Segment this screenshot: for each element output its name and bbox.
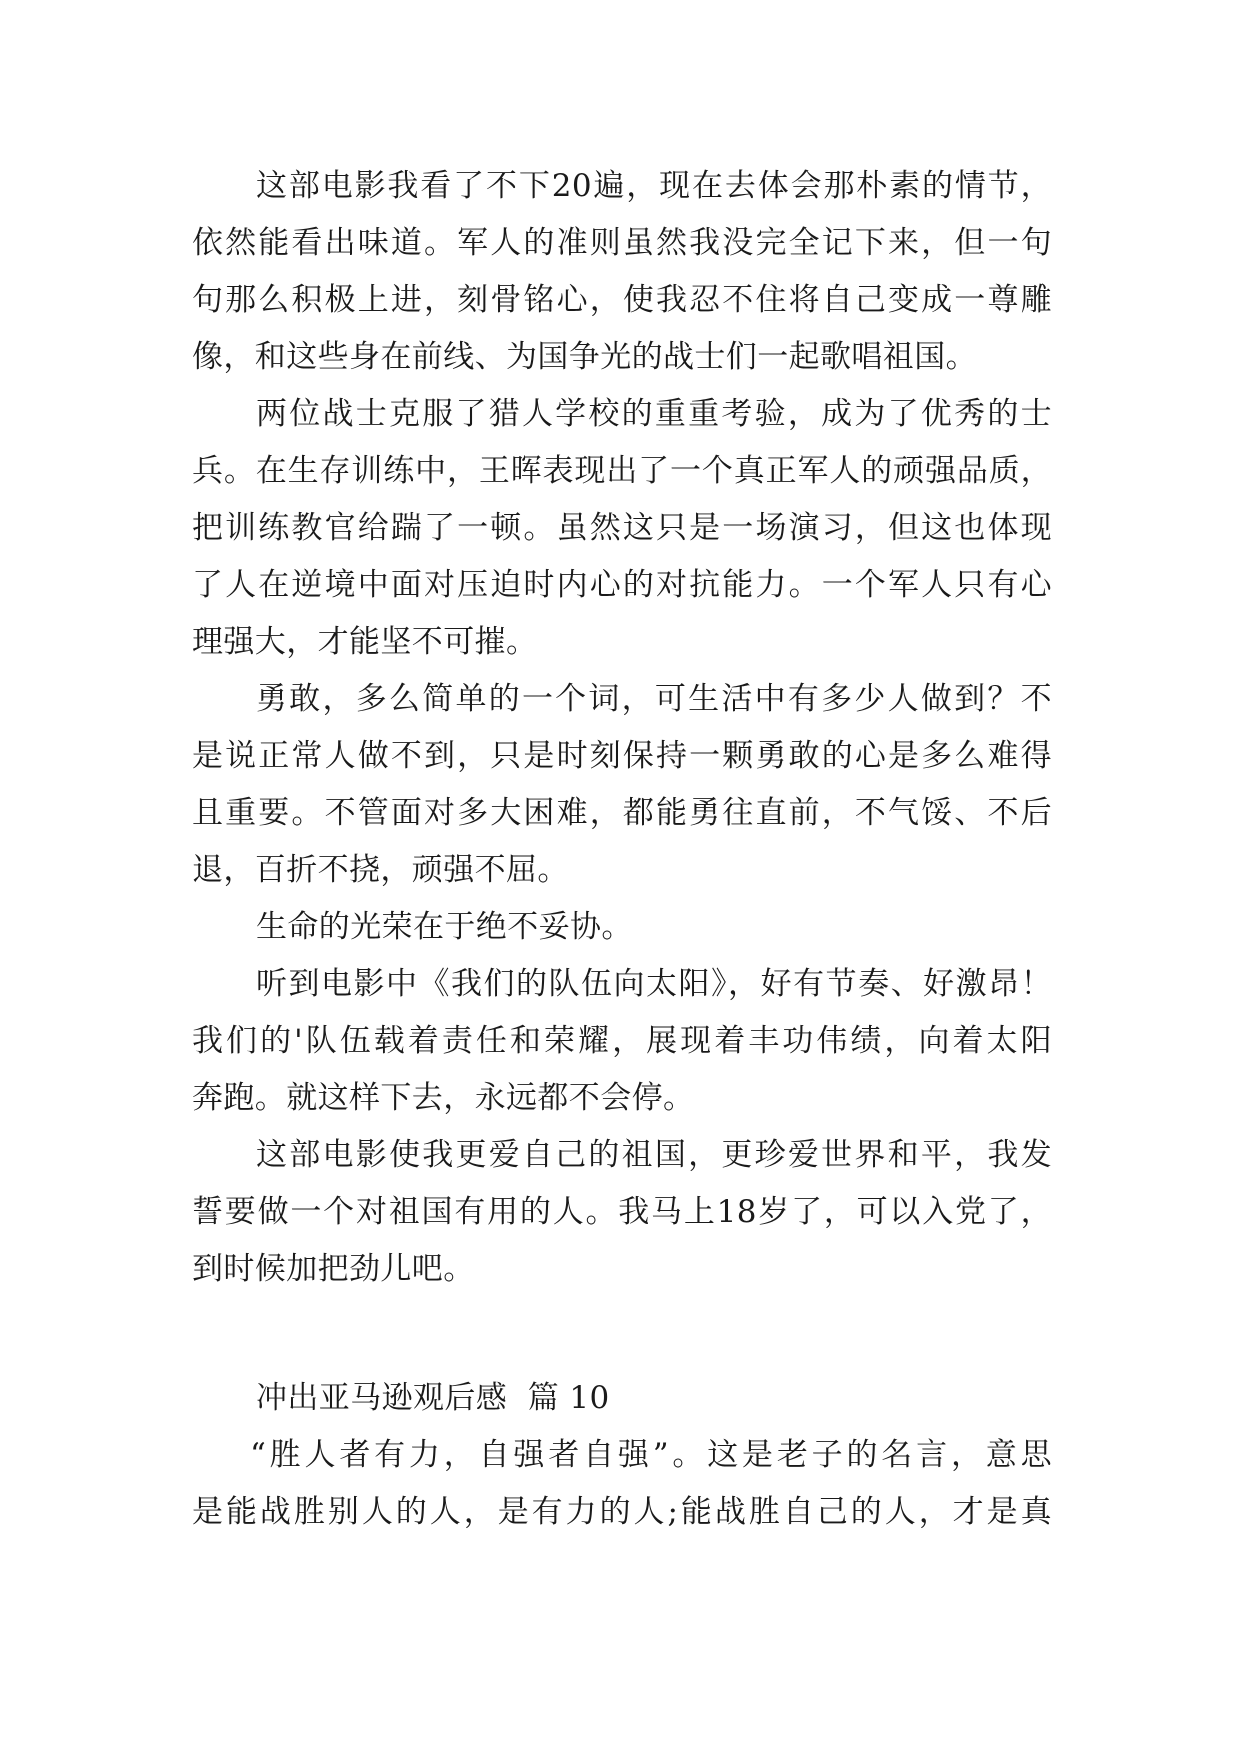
paragraph-6-line-2: 誓要做一个对祖国有用的人。我马上18岁了，可以入党了，: [192, 1194, 1052, 1230]
paragraph-1-line-1: 这部电影我看了不下20遍，现在去体会那朴素的情节，: [256, 168, 1052, 204]
paragraph-5-line-2: 我们的'队伍载着责任和荣耀，展现着丰功伟绩，向着太阳: [192, 1023, 1052, 1059]
paragraph-6-line-1: 这部电影使我更爱自己的祖国，更珍爱世界和平，我发: [256, 1137, 1052, 1173]
paragraph-2-line-2: 兵。在生存训练中，王晖表现出了一个真正军人的顽强品质，: [192, 453, 1052, 489]
paragraph-2-line-1: 两位战士克服了猎人学校的重重考验，成为了优秀的士: [256, 396, 1052, 432]
paragraph-1-line-3: 句那么积极上进，刻骨铭心，使我忍不住将自己变成一尊雕: [192, 282, 1052, 318]
paragraph-1-line-2: 依然能看出味道。军人的准则虽然我没完全记下来，但一句: [192, 225, 1052, 261]
final-paragraph-line-2: 是能战胜别人的人，是有力的人;能战胜自己的人，才是真: [192, 1494, 1052, 1530]
section-heading: 冲出亚马逊观后感 篇 10: [256, 1380, 610, 1416]
paragraph-1-line-4: 像，和这些身在前线、为国争光的战士们一起歌唱祖国。: [192, 339, 977, 375]
paragraph-3-line-2: 是说正常人做不到，只是时刻保持一颗勇敢的心是多么难得: [192, 738, 1052, 774]
paragraph-3-line-4: 退，百折不挠，顽强不屈。: [192, 852, 569, 888]
paragraph-2-line-5: 理强大，才能坚不可摧。: [192, 624, 538, 660]
paragraph-2-line-4: 了人在逆境中面对压迫时内心的对抗能力。一个军人只有心: [192, 567, 1052, 603]
paragraph-5-line-1: 听到电影中《我们的队伍向太阳》，好有节奏、好激昂！: [256, 966, 1052, 1002]
paragraph-2-line-3: 把训练教官给踹了一顿。虽然这只是一场演习，但这也体现: [192, 510, 1052, 546]
paragraph-3-line-3: 且重要。不管面对多大困难，都能勇往直前，不气馁、不后: [192, 795, 1052, 831]
paragraph-3-line-1: 勇敢，多么简单的一个词，可生活中有多少人做到？不: [256, 681, 1052, 717]
paragraph-5-line-3: 奔跑。就这样下去，永远都不会停。: [192, 1080, 695, 1116]
final-paragraph-line-1: “胜人者有力，自强者自强”。这是老子的名言，意思: [250, 1437, 1052, 1473]
paragraph-4-line-1: 生命的光荣在于绝不妥协。: [256, 909, 633, 945]
paragraph-6-line-3: 到时候加把劲儿吧。: [192, 1251, 475, 1287]
